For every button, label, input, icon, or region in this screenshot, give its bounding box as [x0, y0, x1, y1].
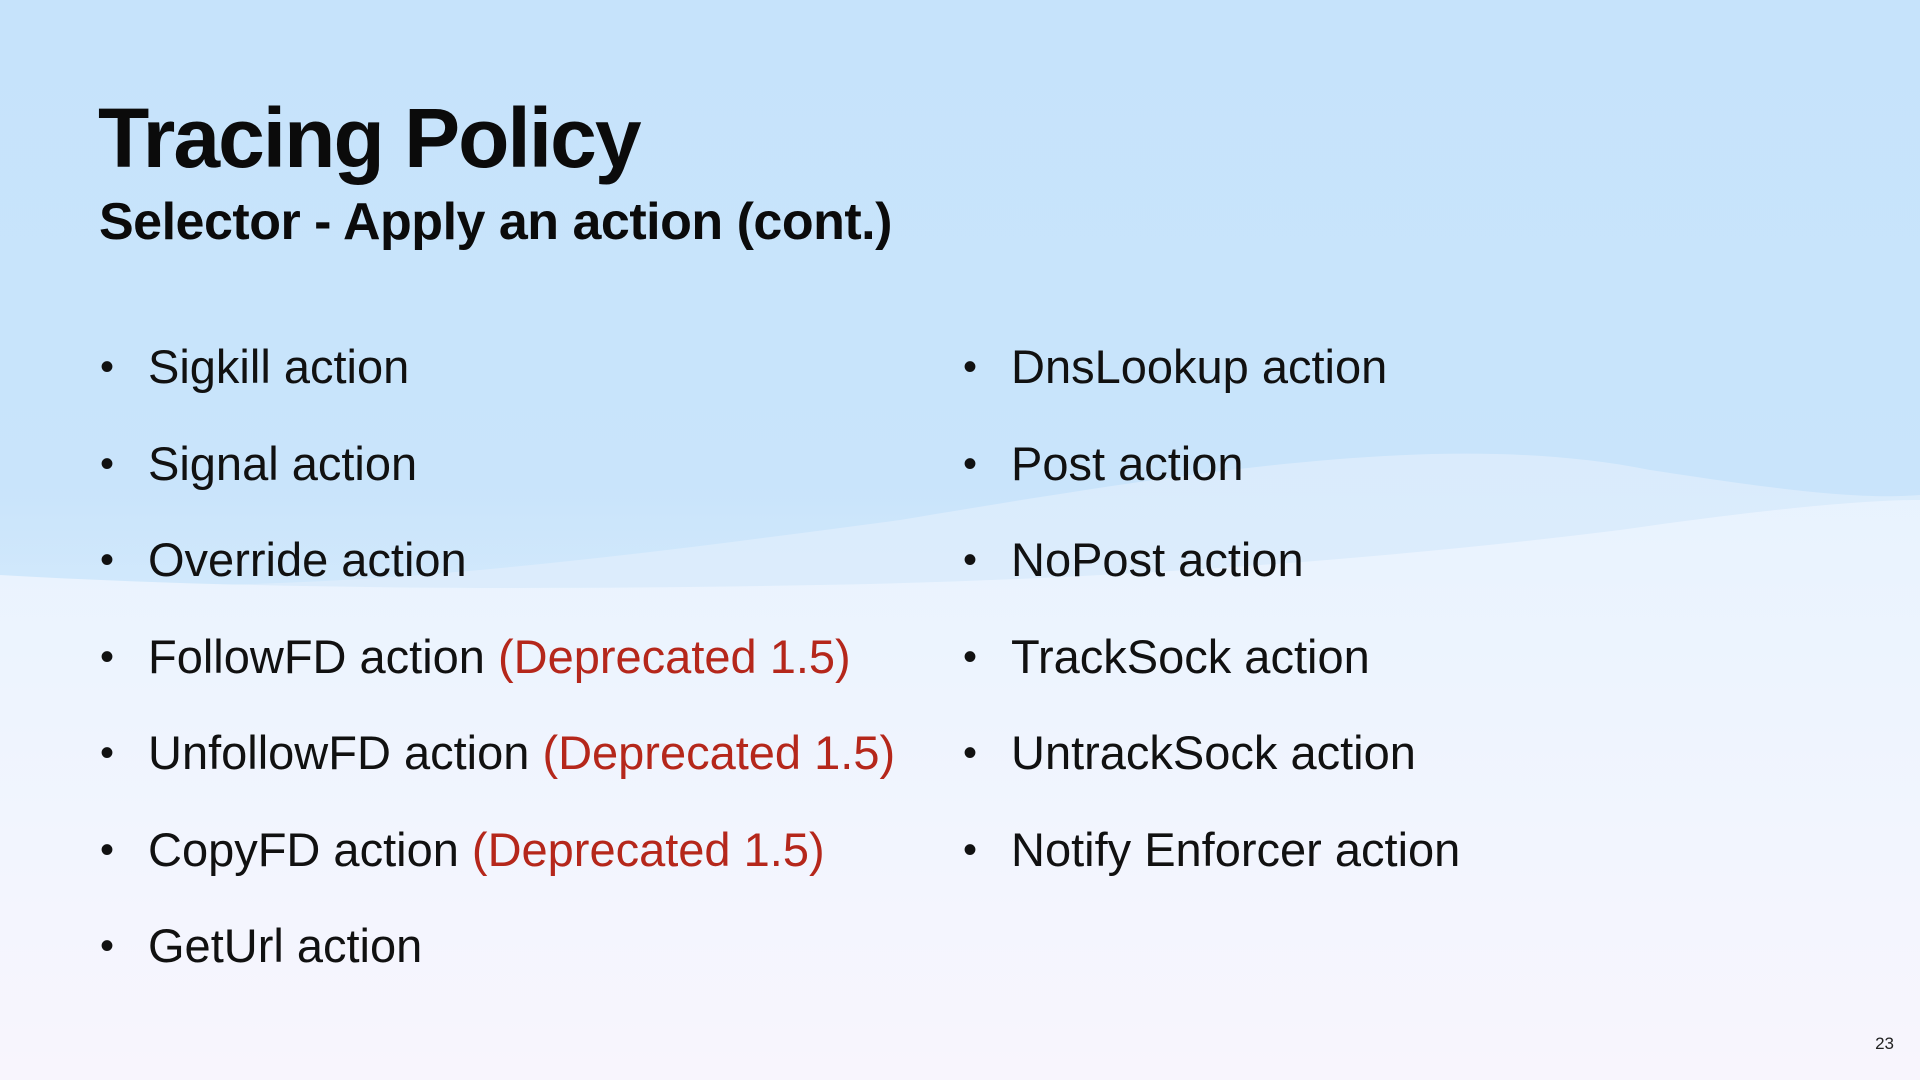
- action-label: UnfollowFD action: [148, 726, 530, 779]
- list-item: [100, 529, 940, 626]
- action-label: CopyFD action: [148, 822, 459, 876]
- list-item: [963, 722, 1743, 819]
- bullet-icon: •: [100, 441, 115, 486]
- action-label: Post action: [1011, 436, 1244, 490]
- action-label: GetUrl action: [148, 919, 423, 972]
- action-label: DnsLookup action: [1011, 340, 1388, 393]
- list-item: [963, 433, 1743, 530]
- list-item: [963, 819, 1743, 916]
- action-label: Sigkill action: [148, 340, 410, 393]
- slide-title: Tracing Policy: [98, 91, 640, 185]
- list-item: [100, 433, 940, 530]
- left-action-list: [100, 336, 940, 1012]
- list-item: [963, 529, 1743, 626]
- list-item: [100, 722, 940, 819]
- bullet-icon: •: [963, 731, 978, 775]
- action-label: FollowFD action: [148, 629, 485, 683]
- bullet-icon: •: [963, 538, 978, 582]
- deprecated-note: (Deprecated 1.5): [542, 726, 896, 779]
- list-item: [100, 819, 940, 916]
- deprecated-note: (Deprecated 1.5): [471, 822, 825, 876]
- bullet-icon: •: [963, 634, 978, 679]
- page-number: 23: [1875, 1034, 1894, 1053]
- list-item: [963, 626, 1743, 723]
- right-action-list: [963, 336, 1743, 915]
- bullet-icon: •: [100, 634, 115, 679]
- bullet-icon: •: [100, 827, 115, 872]
- bullet-icon: •: [100, 731, 115, 775]
- bullet-icon: •: [963, 441, 978, 486]
- slide-subtitle: Selector - Apply an action (cont.): [99, 193, 892, 251]
- deprecated-note: (Deprecated 1.5): [498, 629, 851, 683]
- list-item: [963, 336, 1743, 433]
- list-item: [100, 626, 940, 723]
- bullet-icon: •: [963, 827, 978, 872]
- action-label: Signal action: [148, 436, 418, 490]
- bullet-icon: •: [100, 345, 115, 389]
- bullet-icon: •: [963, 345, 978, 389]
- action-label: NoPost action: [1011, 533, 1304, 586]
- action-label: TrackSock action: [1011, 629, 1370, 683]
- action-label: Override action: [148, 533, 467, 586]
- action-label: Notify Enforcer action: [1011, 822, 1461, 876]
- list-item: [100, 336, 940, 433]
- action-label: UntrackSock action: [1011, 726, 1416, 779]
- bullet-icon: •: [100, 924, 115, 968]
- bullet-icon: •: [100, 538, 115, 582]
- list-item: [100, 915, 940, 1012]
